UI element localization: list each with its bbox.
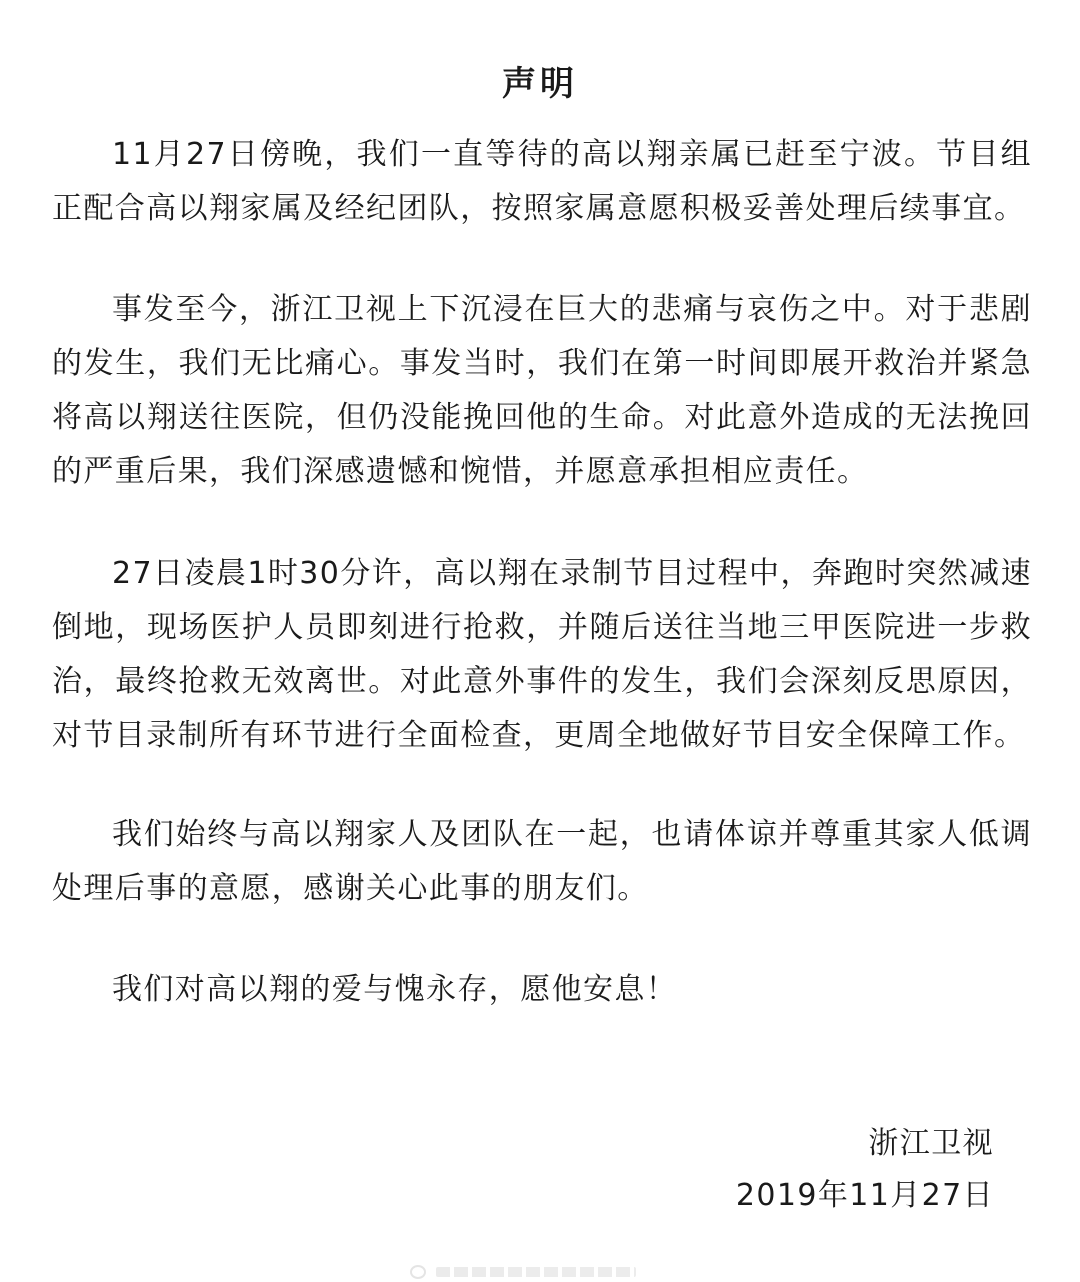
paragraph-4: 我们始终与高以翔家人及团队在一起，也请体谅并尊重其家人低调处理后事的意愿，感谢关心此事的朋友们。	[52, 817, 1032, 906]
watermark-text-blur	[436, 1267, 636, 1277]
paragraph-3: 27日凌晨1时30分许，高以翔在录制节目过程中，奔跑时突然减速倒地，现场医护人员即刻进行抢救，并随后送往当地三甲医院进一步救治，最终抢救无效离世。对此意外事件的发生，我们会深刻反思原因，对节目录制所有环节进行全面检查，更周全地做好节目安全保障工作。	[52, 556, 1032, 753]
paragraph-2: 事发至今，浙江卫视上下沉浸在巨大的悲痛与哀伤之中。对于悲剧的发生，我们无比痛心。事发当时，我们在第一时间即展开救治并紧急将高以翔送往医院，但仍没能挽回他的生命。对此意外造成的无法挽回的严重后果，我们深感遗憾和惋惜，并愿意承担相应责任。	[52, 292, 1032, 489]
paragraph-5: 我们对高以翔的爱与愧永存，愿他安息！	[112, 972, 678, 1007]
document-title: 声明	[502, 64, 578, 104]
signature-date: 2019年11月27日	[735, 1178, 994, 1213]
paragraph-1: 11月27日傍晚，我们一直等待的高以翔亲属已赶至宁波。节目组正配合高以翔家属及经纪团队，按照家属意愿积极妥善处理后续事宜。	[52, 137, 1032, 226]
watermark	[410, 1262, 680, 1282]
signature-block	[736, 1118, 994, 1222]
signature-organization: 浙江卫视	[868, 1126, 994, 1161]
weibo-logo-icon	[410, 1265, 426, 1279]
